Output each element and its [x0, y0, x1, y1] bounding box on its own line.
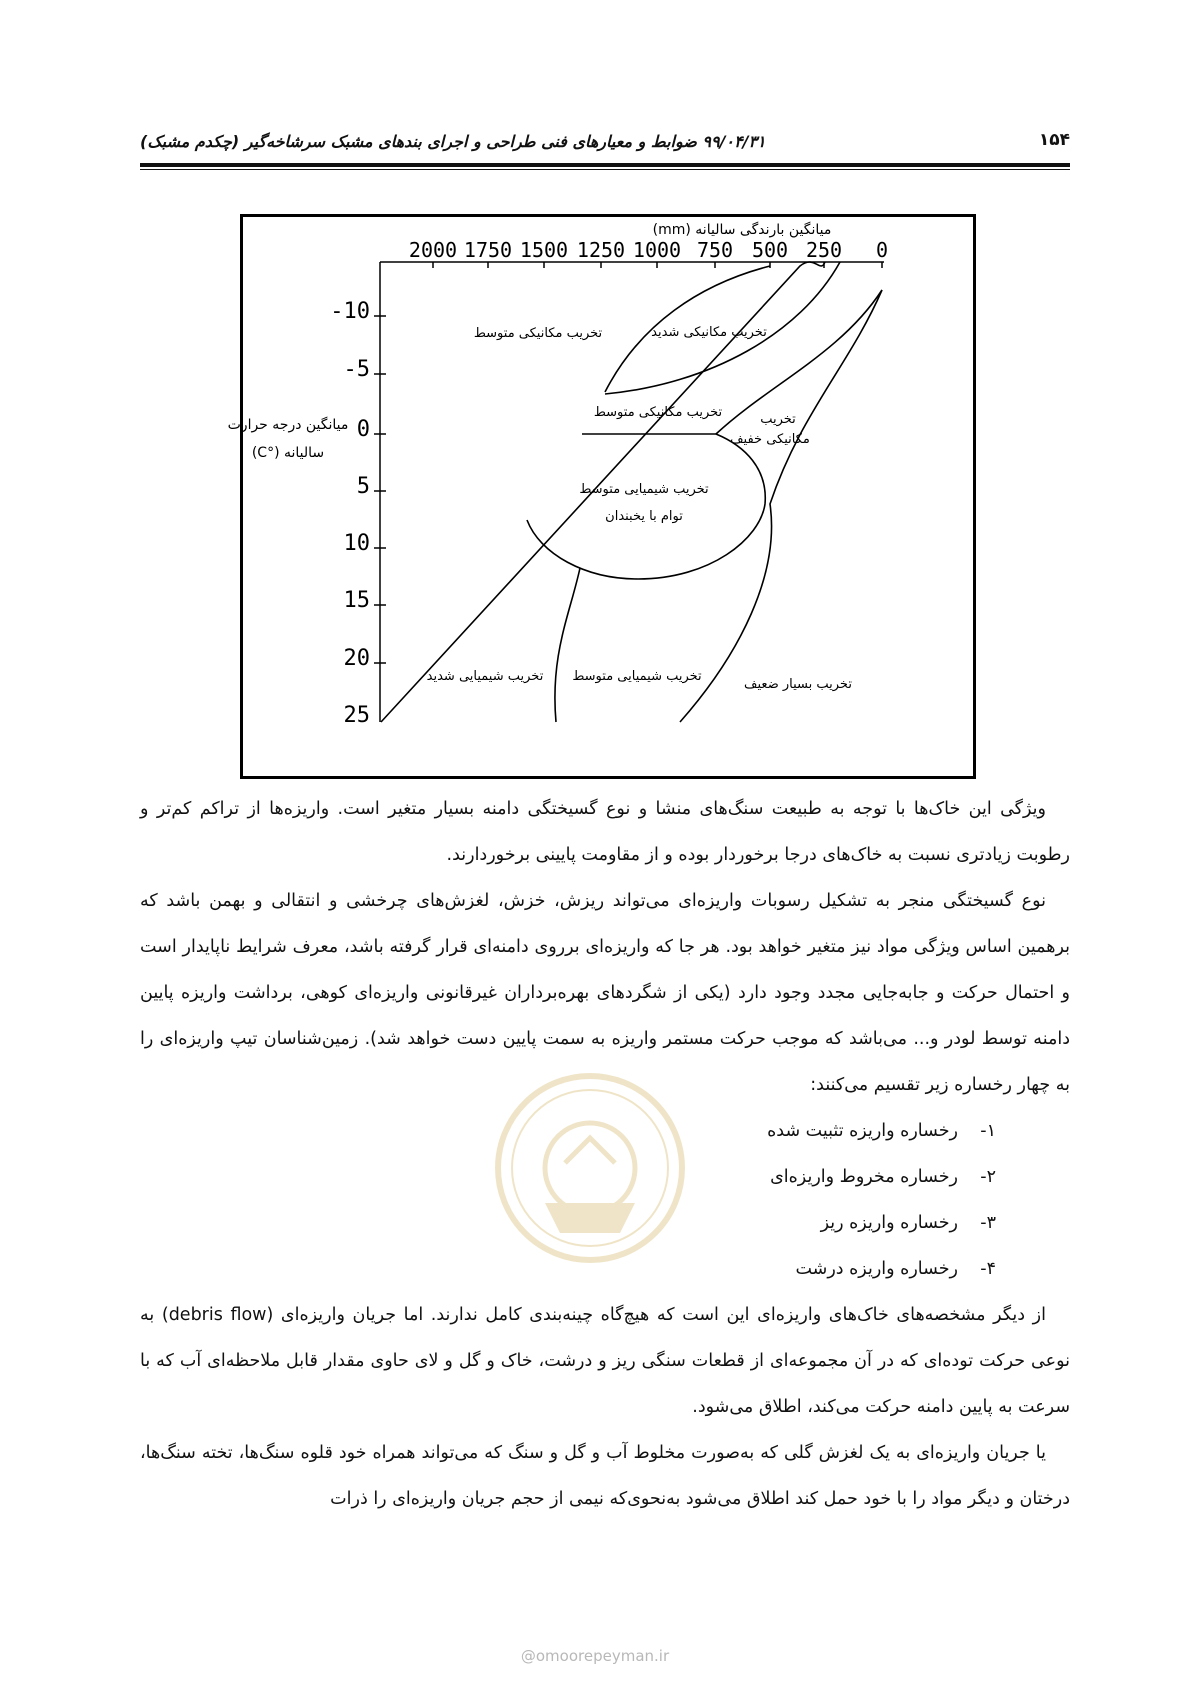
top-tick-500: 500 [751, 238, 789, 262]
region-mech-slight-1: تخریب [760, 412, 796, 427]
boundary-slight-mech [716, 290, 882, 434]
top-axis-title: میانگین بارندگی سالیانه (mm) [652, 222, 832, 238]
left-axis-title-line1: میانگین درجه حرارت [227, 417, 349, 433]
list-number: ۴- [980, 1259, 996, 1279]
top-tick-1250: 1250 [576, 238, 626, 262]
region-mech-moderate-mid: تخریب مکانیکی متوسط [593, 405, 723, 420]
region-chem-strong: تخریب شیمیایی شدید [426, 669, 544, 684]
left-tick-neg10: -10 [330, 299, 370, 324]
paragraph-2: نوع گسیختگی منجر به تشکیل رسوبات واریزه‌ای می‌تواند ریزش، خزش، لغزش‌های چرخشی و انتقالی و بهمن باشد که برهمین اساس ویژگی مواد نیز متغیر خواهد بود. هر جا که واریزه‌ای برروی دامنه‌ای قرار گرفته باشد، معرف شرایط ناپایدار است و احتمال حرکت و جابه‌جایی مجدد وجود دارد (یکی از شگردهای بهره‌برداران غیرقانونی واریزه‌ای کوهی، برداشت واریزه پایین دامنه توسط لودر و... می‌باشد که موجب حرکت مستمر واریزه به سمت پایین دست خواهد شد). زمین‌شناسان تیپ واریزه‌ای را به چهار رخساره زیر تقسیم می‌کنند: [140, 891, 1070, 1095]
list-number: ۱- [980, 1121, 996, 1141]
page-number: ۱۵۴ [1038, 130, 1070, 150]
region-mech-slight-2: مکانیکی خفیف [730, 432, 810, 447]
region-very-weak: تخریب بسیار ضعیف [744, 677, 852, 692]
top-tick-250: 250 [805, 238, 843, 262]
list-text: رخساره واریزه تثبیت شده [767, 1121, 958, 1141]
region-chem-frost-1: تخریب شیمیایی متوسط [579, 482, 709, 497]
top-tick-1500: 1500 [519, 238, 569, 262]
list-text: رخساره واریزه درشت [795, 1259, 958, 1279]
left-tick-20: 20 [343, 646, 370, 671]
boundary-very-weak [680, 290, 882, 722]
left-tick-0: 0 [356, 417, 370, 442]
left-axis-title-line2: سالیانه (°C) [251, 445, 325, 461]
running-title: ۹۹/۰۴/۳۱ ضوابط و معیارهای فنی طراحی و اجرای بندهای مشبک سرشاخه‌گیر (چکدم مشبک) [140, 132, 766, 151]
weathering-diagram [227, 214, 976, 779]
paragraph-4: یا جریان واریزه‌ای به یک لغزش گلی که به‌صورت مخلوط آب و گل و سنگ که می‌تواند همراه خود قلوه سنگ‌ها، تخته سنگ‌ها، درختان و دیگر مواد را با خود حمل کند اطلاق می‌شود به‌نحوی‌که نیمی از حجم جریان واریزه‌ای را ذرات [140, 1443, 1070, 1509]
paragraph-3: از دیگر مشخصه‌های خاک‌های واریزه‌ای این است که هیچ‌گاه چینه‌بندی کامل ندارند. اما جریان واریزه‌ای (debris flow) به نوعی حرکت توده‌ای که در آن مجموعه‌ای از قطعات سنگی ریز و درشت، خاک و گل و لای حاوی مقدار قابل ملاحظه‌ای آب که با سرعت به پایین دامنه حرکت می‌کند، اطلاق می‌شود. [140, 1305, 1070, 1417]
top-tick-0: 0 [875, 238, 889, 262]
list-number: ۳- [980, 1213, 996, 1233]
left-tick-10: 10 [343, 531, 370, 556]
left-tick-15: 15 [343, 588, 370, 613]
left-tick-25: 25 [343, 703, 370, 728]
region-mech-strong: تخریب مکانیکی شدید [651, 325, 767, 340]
top-tick-2000: 2000 [408, 238, 458, 262]
list-number: ۲- [980, 1167, 996, 1187]
boundary-frost-lobe [527, 434, 765, 579]
list-text: رخساره مخروط واریزه‌ای [770, 1167, 958, 1187]
left-tick-neg5: -5 [343, 357, 370, 382]
paragraph-1: ویژگی این خاک‌ها با توجه به طبیعت سنگ‌های منشا و نوع گسیختگی دامنه بسیار متغیر است. واریزه‌ها از تراکم کم‌تر و رطوبت زیادتری نسبت به خاک‌های درجا برخوردار بوده و از مقاومت پایینی برخوردارند. [140, 799, 1070, 865]
boundary-chem-moderate [555, 568, 580, 722]
site-credit: @omoorepeyman.ir [520, 1647, 670, 1665]
page-header [140, 128, 1070, 158]
region-chem-frost-2: توام با یخبندان [605, 509, 683, 524]
region-mech-moderate-top: تخریب مکانیکی متوسط [473, 326, 603, 341]
watermark-seal-icon [490, 1068, 690, 1268]
region-chem-moderate: تخریب شیمیایی متوسط [572, 669, 702, 684]
left-tick-5: 5 [356, 474, 370, 499]
top-tick-1750: 1750 [463, 238, 513, 262]
header-rule-thin [140, 169, 1070, 170]
list-text: رخساره واریزه ریز [820, 1213, 958, 1233]
header-rule-thick [140, 163, 1070, 167]
top-tick-750: 750 [696, 238, 734, 262]
top-tick-1000: 1000 [632, 238, 682, 262]
